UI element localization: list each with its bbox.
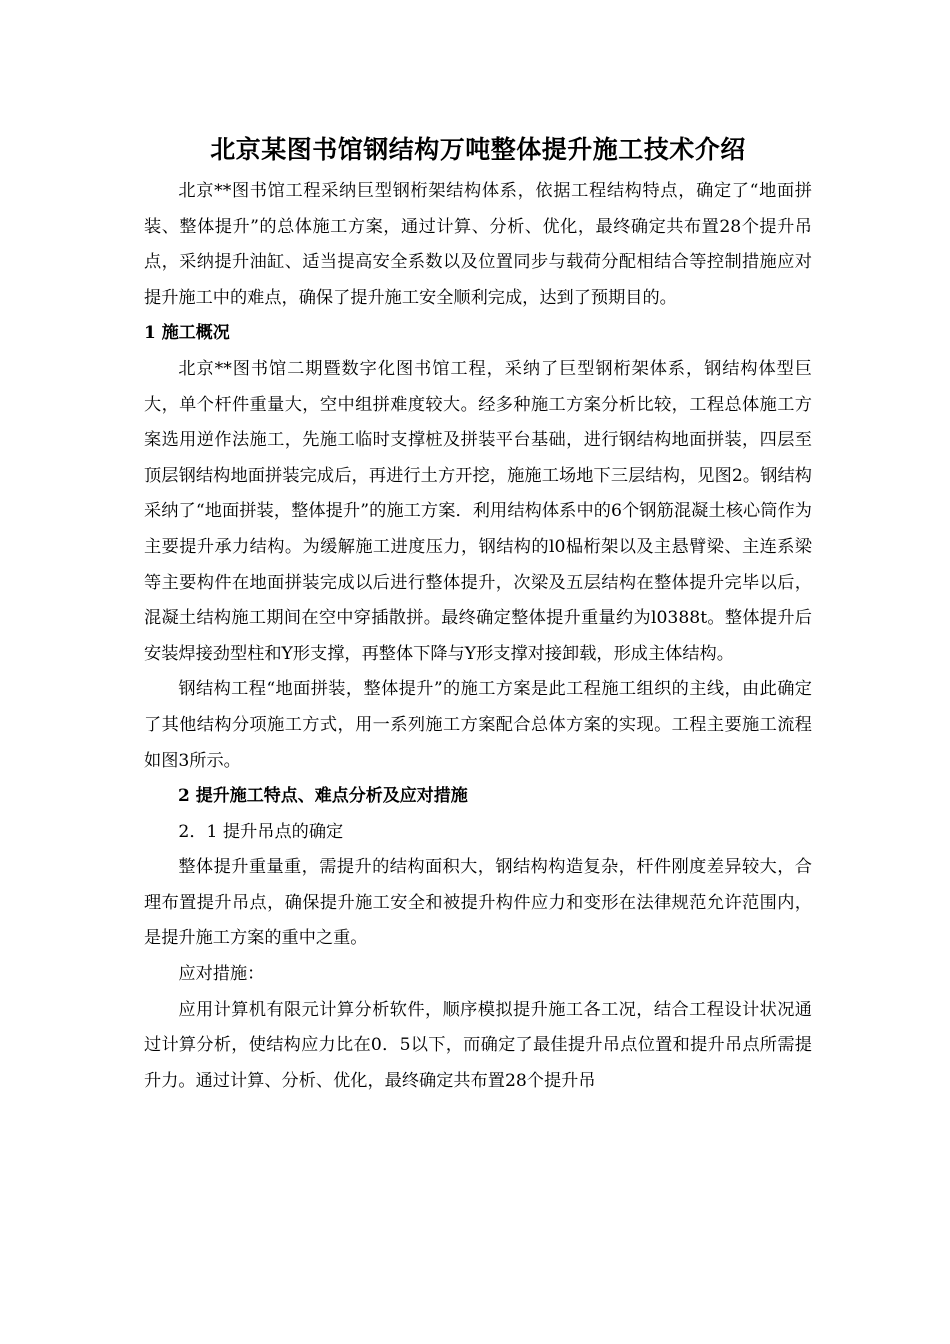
section-1-heading: 1 施工概况 xyxy=(144,323,230,344)
document-body xyxy=(144,130,812,1099)
abstract-paragraph: 北京**图书馆工程采纳巨型钢桁架结构体系，依据工程结构特点，确定了“地面拼装、整体提升”的总体施工方案，通过计算、分析、优化，最终确定共布置28个提升吊点，采纳提升油缸、适当提高安全系数以及位置同步与载荷分配相结合等控制措施应对提升施工中的难点，确保了提升施工安全顺利完成，达到了预期目的。 xyxy=(144,181,812,308)
section-2-1-heading: 2．1 提升吊点的确定 xyxy=(178,821,344,842)
section-1-paragraph-1: 北京**图书馆二期暨数字化图书馆工程，采纳了巨型钢桁架体系，钢结构体型巨大，单个杆件重量大，空中组拼难度较大。经多种施工方案分析比较，工程总体施工方案选用逆作法施工，先施工临时支撑桩及拼装平台基础，进行钢结构地面拼装，四层至顶层钢结构地面拼装完成后，再进行土方开挖，施施工场地下三层结构，见图2。钢结构采纳了“地面拼装，整体提升”的施工方案．利用结构体系中的6个钢筋混凝土核心筒作为主要提升承力结构。为缓解施工进度压力，钢结构的l0榀桁架以及主悬臂梁、主连系梁等主要构件在地面拼装完成以后进行整体提升，次梁及五层结构在整体提升完毕以后，混凝土结构施工期间在空中穿插散拼。最终确定整体提升重量约为l0388t。整体提升后安装焊接劲型柱和Y形支撑，再整体下降与Y形支撑对接卸载，形成主体结构。 xyxy=(144,358,812,664)
section-2-1-paragraph-2: 应用计算机有限元计算分析软件，顺序模拟提升施工各工况，结合工程设计状况通过计算分析，使结构应力比在0．5以下，而确定了最佳提升吊点位置和提升吊点所需提升力。通过计算、分析、优化，最终确定共布置28个提升吊 xyxy=(144,999,812,1091)
section-2-heading: 2 提升施工特点、难点分析及应对措施 xyxy=(178,786,468,807)
document-title: 北京某图书馆钢结构万吨整体提升施工技术介绍 xyxy=(210,135,746,164)
section-2-1-paragraph-1: 整体提升重量重，需提升的结构面积大，钢结构构造复杂，杆件刚度差异较大，合理布置提升吊点，确保提升施工安全和被提升构件应力和变形在法律规范允许范围内，是提升施工方案的重中之重。 xyxy=(144,857,812,949)
section-1-paragraph-2: 钢结构工程“地面拼装，整体提升”的施工方案是此工程施工组织的主线，由此确定了其他结构分项施工方式，用一系列施工方案配合总体方案的实现。工程主要施工流程如图3所示。 xyxy=(144,679,812,771)
measures-label: 应对措施： xyxy=(178,964,265,985)
